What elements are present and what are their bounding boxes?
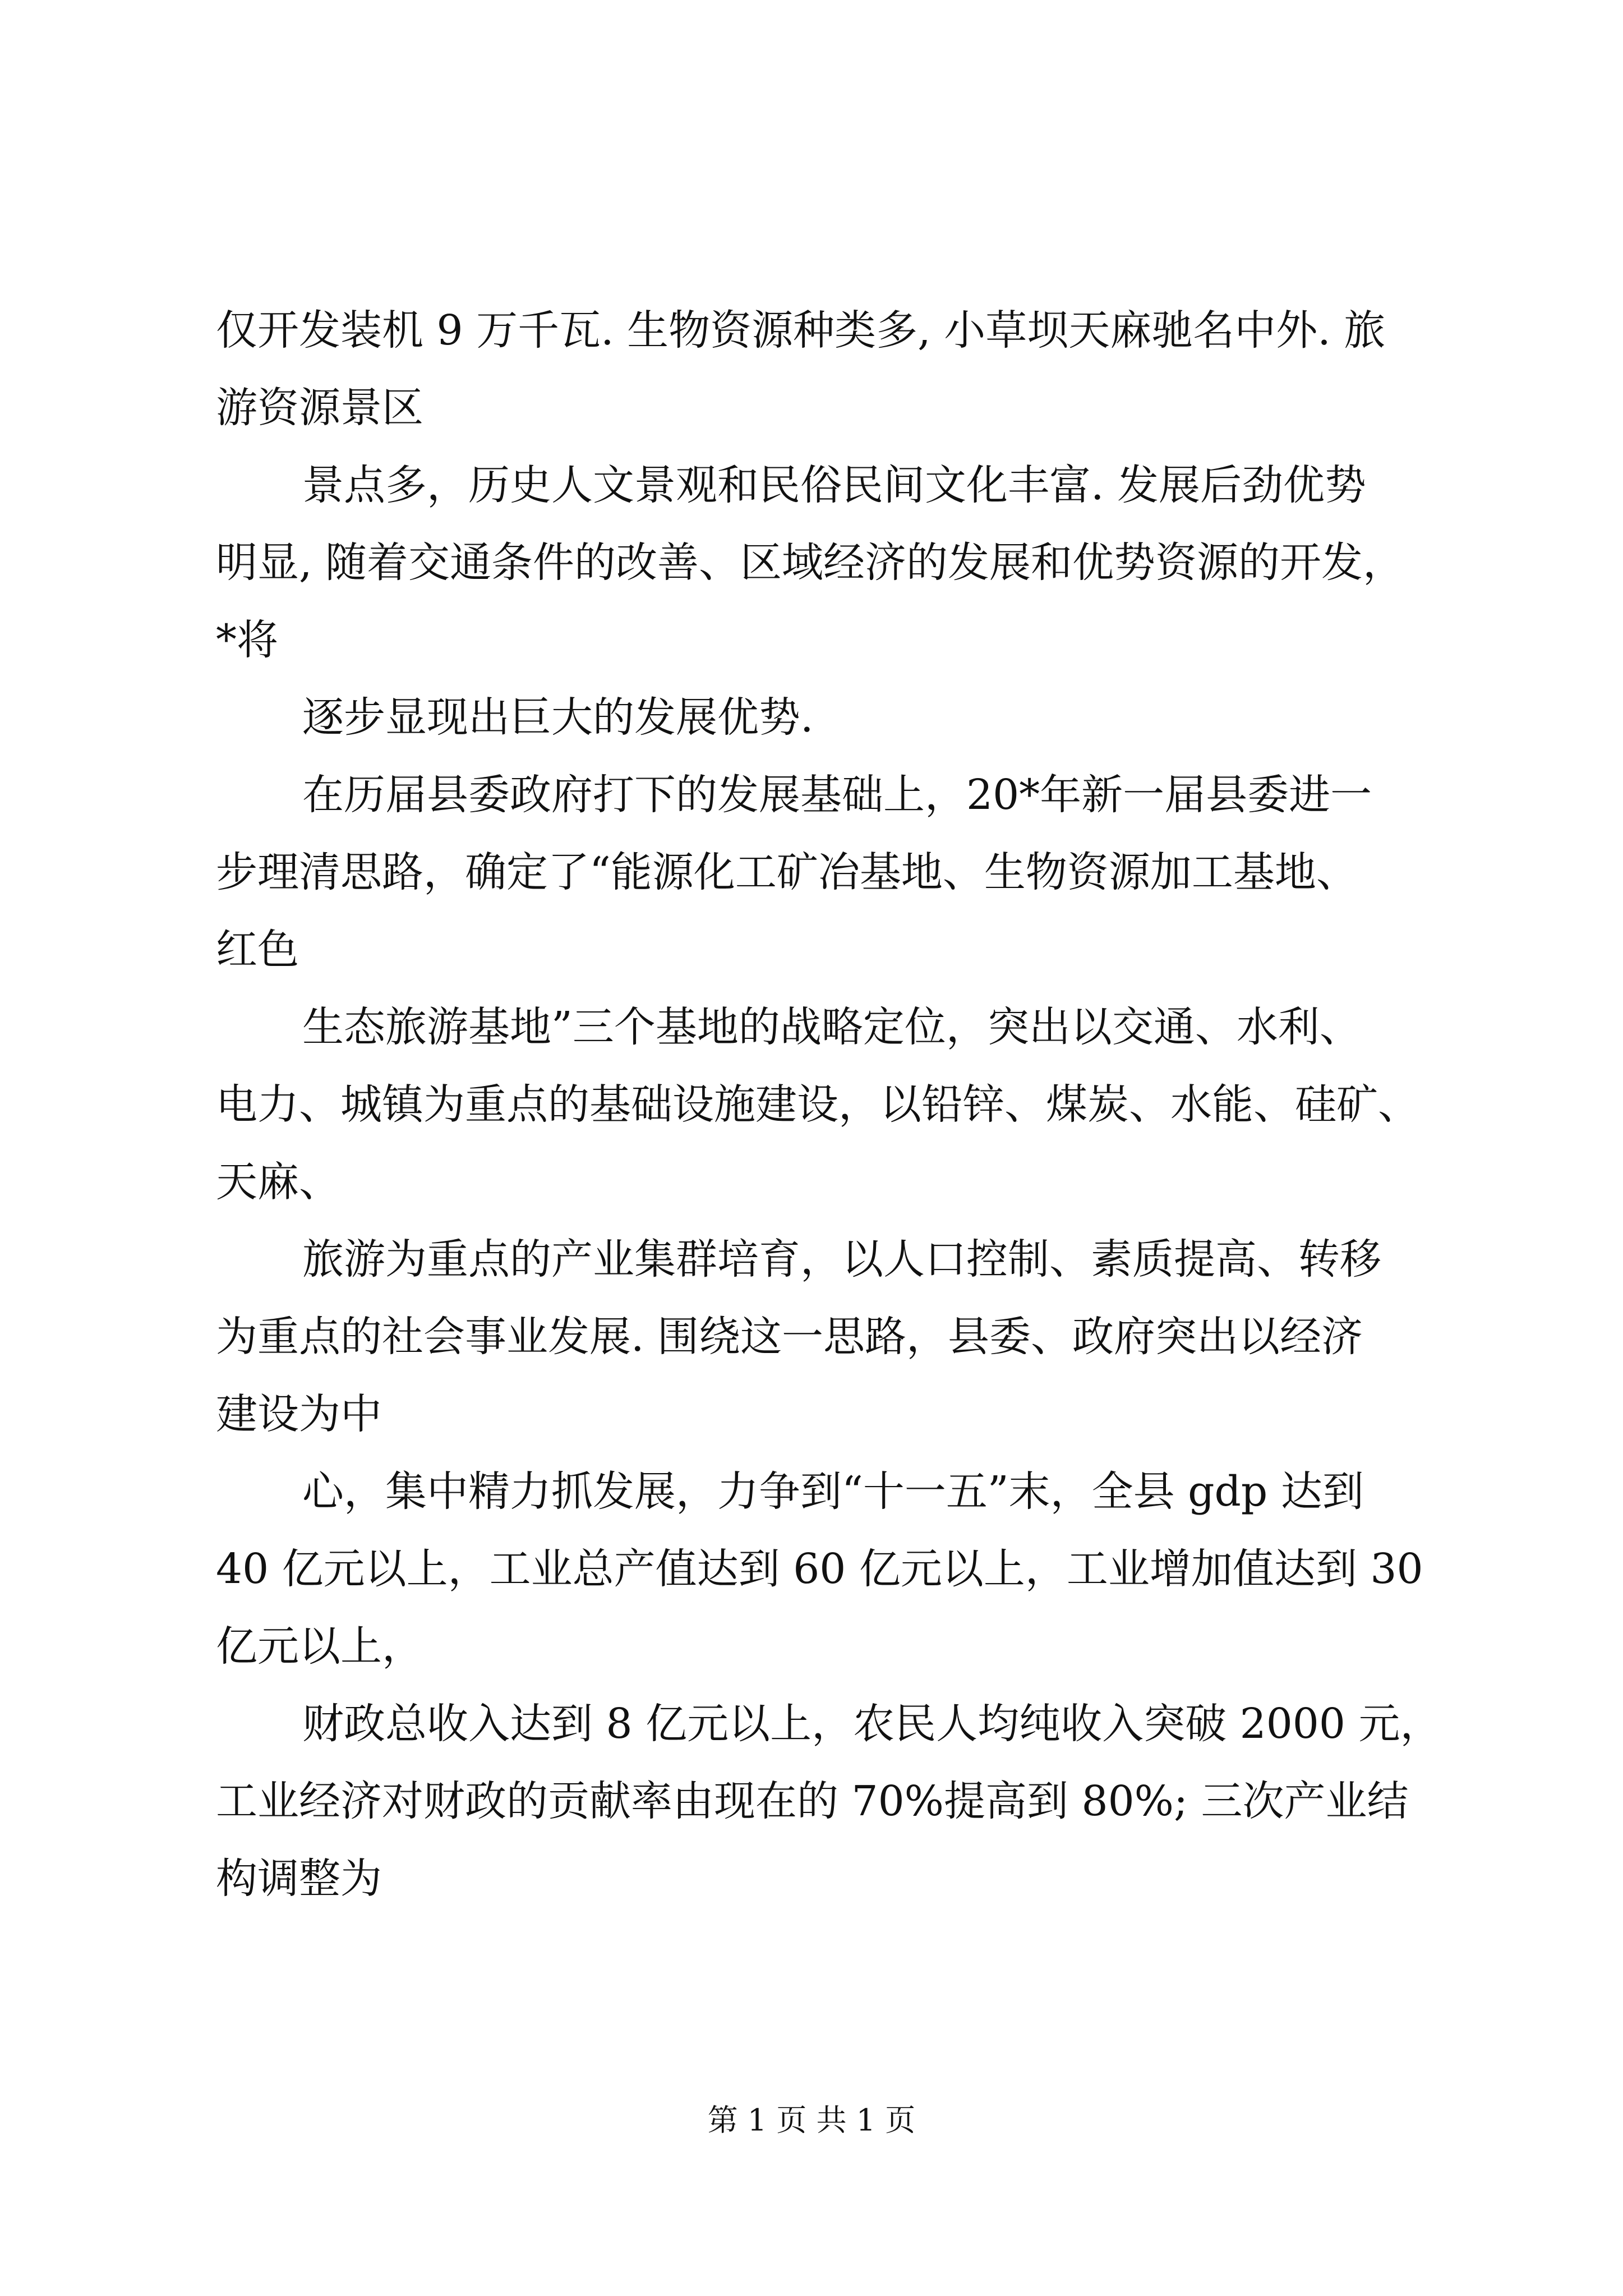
paragraph — [216, 1685, 1442, 1917]
paragraph — [216, 679, 1422, 756]
text-line: 游资源景区 — [216, 384, 423, 432]
page-number-label: 第 1 页 共 1 页 — [707, 2102, 916, 2138]
text-line: 明显, 随着交通条件的改善、区域经济的发展和优势资源的开发， — [216, 539, 1405, 587]
text-line: 工业经济对财政的贡献率由现在的 70%提高到 80%; 三次产业结 — [216, 1777, 1409, 1825]
text-line: 景点多，历史人文景观和民俗民间文化丰富. 发展后劲优势 — [302, 461, 1367, 509]
text-line: 构调整为 — [216, 1855, 382, 1903]
text-line: 为重点的社会事业发展. 围绕这一思路，县委、政府突出以经济 — [216, 1313, 1363, 1361]
text-line: 生态旅游基地”三个基地的战略定位，突出以交通、水利、 — [302, 1003, 1361, 1051]
text-line: 亿元以上， — [216, 1622, 423, 1671]
text-line: 仅开发装机 9 万千瓦. 生物资源种类多, 小草坝天麻驰名中外. 旅 — [216, 306, 1386, 355]
text-line: 步理清思路，确定了“能源化工矿冶基地、生物资源加工基地、 — [216, 848, 1358, 896]
text-line: 40 亿元以上，工业总产值达到 60 亿元以上，工业增加值达到 30 — [216, 1545, 1423, 1593]
paragraph — [216, 1221, 1422, 1453]
paragraph — [216, 756, 1422, 988]
page-footer — [0, 2101, 1623, 2140]
text-line: *将 — [216, 616, 278, 664]
document-body — [216, 292, 1442, 1917]
paragraph — [216, 1453, 1422, 1685]
text-line: 心，集中精力抓发展，力争到“十一五”末，全县 gdp 达到 — [302, 1467, 1364, 1516]
paragraph — [216, 988, 1422, 1221]
text-line: 建设为中 — [216, 1390, 382, 1438]
text-line: 红色 — [216, 926, 299, 974]
text-line: 财政总收入达到 8 亿元以上，农民人均纯收入突破 2000 元， — [302, 1700, 1442, 1748]
text-line: 逐步显现出巨大的发展优势. — [302, 693, 814, 742]
text-line: 天麻、 — [216, 1158, 340, 1206]
paragraph — [216, 447, 1422, 679]
text-line: 在历届县委政府打下的发展基础上，20*年新一届县委进一 — [302, 771, 1372, 819]
text-line: 旅游为重点的产业集群培育，以人口控制、素质提高、转移 — [302, 1235, 1381, 1283]
paragraph — [216, 292, 1422, 447]
text-line: 电力、城镇为重点的基础设施建设，以铅锌、煤炭、水能、硅矿、 — [216, 1080, 1419, 1129]
